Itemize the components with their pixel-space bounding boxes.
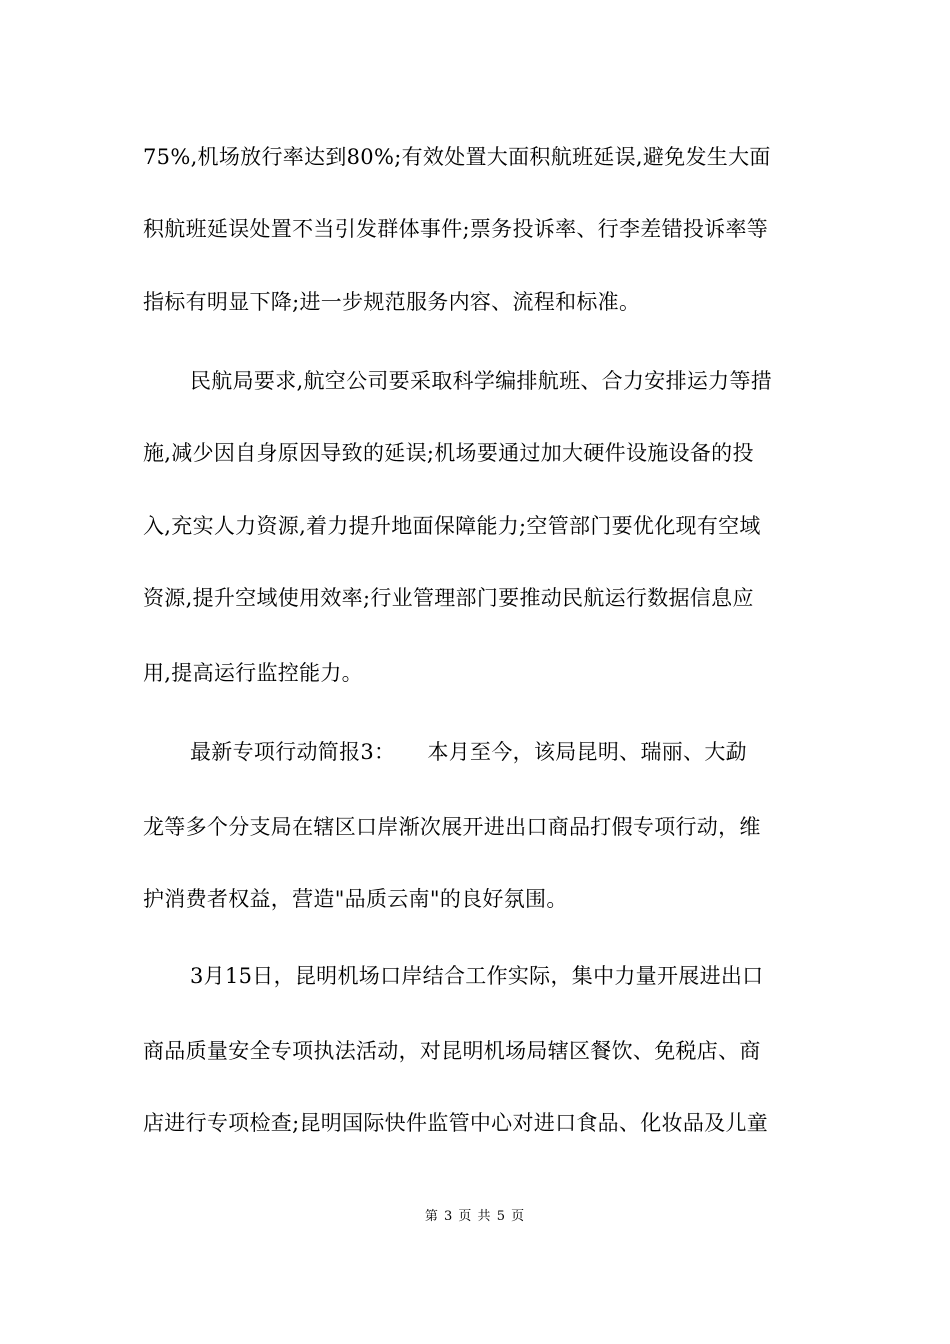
paragraph-first-line: 最新专项行动简报3： 本月至今，该局昆明、瑞丽、大勐 <box>190 740 747 764</box>
text-line: 积航班延误处置不当引发群体事件;票务投诉率、行李差错投诉率等 <box>143 217 769 241</box>
text-line: 指标有明显下降;进一步规范服务内容、流程和标准。 <box>143 290 641 314</box>
text-line: 75%,机场放行率达到80%;有效处置大面积航班延误,避免发生大面 <box>143 145 771 169</box>
paragraph-first-line: 3月15日，昆明机场口岸结合工作实际，集中力量开展进出口 <box>190 964 764 988</box>
text-line: 入,充实人力资源,着力提升地面保障能力;空管部门要优化现有空域 <box>143 514 761 538</box>
text-line: 护消费者权益，营造"品质云南"的良好氛围。 <box>143 887 568 911</box>
paragraph-first-line: 民航局要求,航空公司要采取科学编排航班、合力安排运力等措 <box>190 369 773 393</box>
text-line: 商品质量安全专项执法活动，对昆明机场局辖区餐饮、免税店、商 <box>143 1039 761 1063</box>
text-line: 龙等多个分支局在辖区口岸渐次展开进出口商品打假专项行动，维 <box>143 815 761 839</box>
page-number-footer: 第 3 页 共 5 页 <box>424 1209 526 1224</box>
text-line: 用,提高运行监控能力。 <box>143 661 363 685</box>
text-line: 资源,提升空域使用效率;行业管理部门要推动民航运行数据信息应 <box>143 586 754 610</box>
text-line: 施,减少因自身原因导致的延误;机场要通过加大硬件设施设备的投 <box>143 441 754 465</box>
text-line: 店进行专项检查;昆明国际快件监管中心对进口食品、化妆品及儿童 <box>143 1111 769 1135</box>
